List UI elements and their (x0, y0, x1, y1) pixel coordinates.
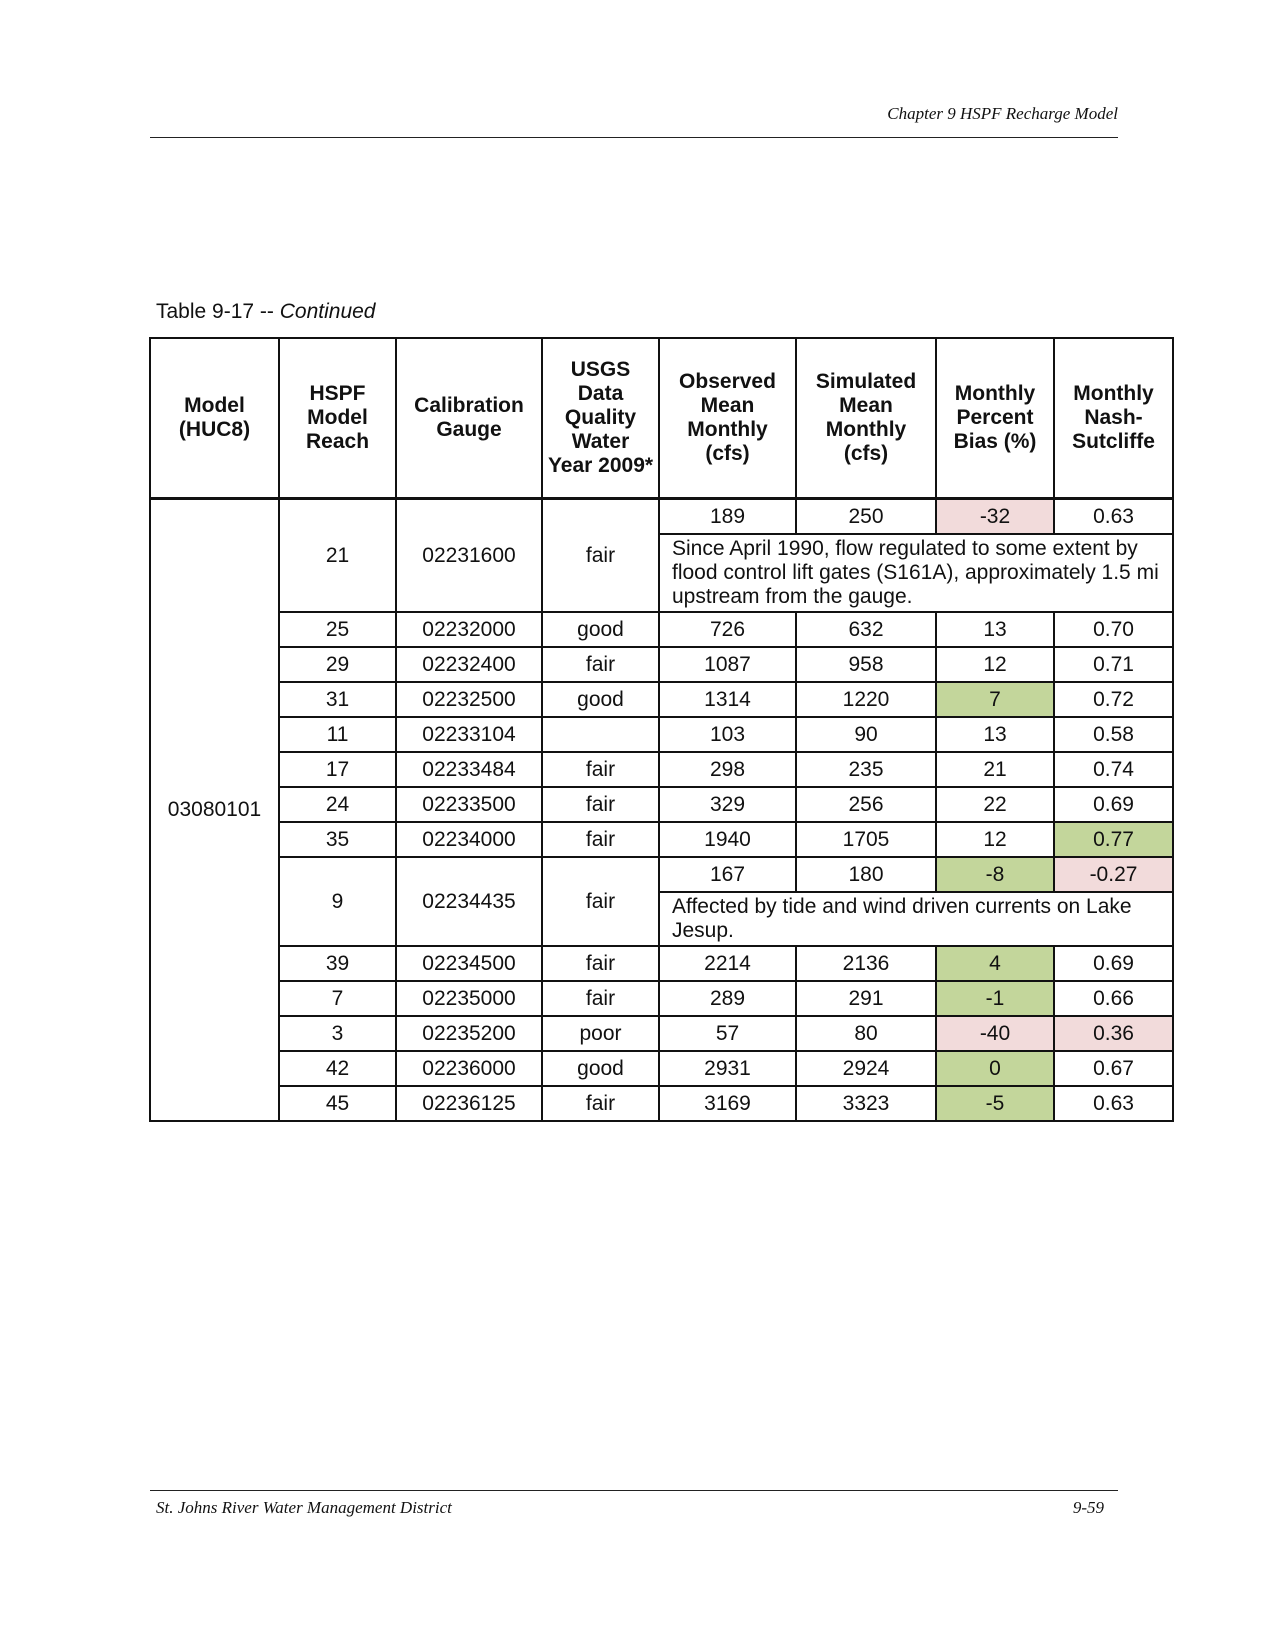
table-row (150, 857, 1173, 892)
table-row (150, 752, 1173, 787)
quality-cell: fair (542, 946, 659, 981)
nash-cell: 0.63 (1054, 1086, 1173, 1121)
bias-cell: 13 (936, 717, 1054, 752)
simulated-cell: 632 (796, 612, 936, 647)
observed-cell: 57 (659, 1016, 796, 1051)
table-row (150, 981, 1173, 1016)
observed-cell: 103 (659, 717, 796, 752)
observed-cell: 1940 (659, 822, 796, 857)
simulated-cell: 180 (796, 857, 936, 892)
table-row (150, 717, 1173, 752)
gauge-cell: 02234500 (396, 946, 542, 981)
gauge-cell: 02234000 (396, 822, 542, 857)
reach-cell: 7 (279, 981, 396, 1016)
observed-cell: 726 (659, 612, 796, 647)
nash-cell: 0.36 (1054, 1016, 1173, 1051)
gauge-cell: 02233484 (396, 752, 542, 787)
col-header-model: Model (HUC8) (150, 338, 279, 499)
nash-cell: 0.58 (1054, 717, 1173, 752)
nash-cell: -0.27 (1054, 857, 1173, 892)
simulated-cell: 958 (796, 647, 936, 682)
reach-cell: 3 (279, 1016, 396, 1051)
observed-cell: 298 (659, 752, 796, 787)
col-header-gauge: Calibration Gauge (396, 338, 542, 499)
reach-cell: 42 (279, 1051, 396, 1086)
header-rule (150, 137, 1118, 138)
gauge-cell: 02235000 (396, 981, 542, 1016)
quality-cell: good (542, 682, 659, 717)
bias-cell: 13 (936, 612, 1054, 647)
bias-cell: -5 (936, 1086, 1054, 1121)
bias-cell: -8 (936, 857, 1054, 892)
nash-cell: 0.69 (1054, 946, 1173, 981)
simulated-cell: 1705 (796, 822, 936, 857)
gauge-cell: 02234435 (396, 857, 542, 946)
page-header-chapter: Chapter 9 HSPF Recharge Model (887, 104, 1118, 123)
quality-cell: fair (542, 647, 659, 682)
footer-rule (150, 1490, 1118, 1491)
quality-cell: fair (542, 981, 659, 1016)
simulated-cell: 2924 (796, 1051, 936, 1086)
observed-cell: 289 (659, 981, 796, 1016)
col-header-bias: Monthly Percent Bias (%) (936, 338, 1054, 499)
observed-cell: 2214 (659, 946, 796, 981)
bias-cell: -32 (936, 499, 1054, 535)
reach-cell: 21 (279, 499, 396, 613)
simulated-cell: 80 (796, 1016, 936, 1051)
observed-cell: 3169 (659, 1086, 796, 1121)
nash-cell: 0.66 (1054, 981, 1173, 1016)
table-row (150, 822, 1173, 857)
col-header-reach: HSPF Model Reach (279, 338, 396, 499)
bias-cell: 0 (936, 1051, 1054, 1086)
footer-page-number: 9-59 (1072, 1498, 1104, 1517)
reach-cell: 24 (279, 787, 396, 822)
table-row (150, 499, 1173, 535)
quality-cell: poor (542, 1016, 659, 1051)
reach-cell: 17 (279, 752, 396, 787)
gauge-cell: 02235200 (396, 1016, 542, 1051)
simulated-cell: 291 (796, 981, 936, 1016)
gauge-cell: 02232000 (396, 612, 542, 647)
table-row (150, 647, 1173, 682)
simulated-cell: 2136 (796, 946, 936, 981)
table-row (150, 1051, 1173, 1086)
table-caption-label: Table 9-17 -- (156, 300, 280, 323)
observed-cell: 189 (659, 499, 796, 535)
reach-cell: 31 (279, 682, 396, 717)
quality-cell: fair (542, 499, 659, 613)
gauge-cell: 02236125 (396, 1086, 542, 1121)
nash-cell: 0.70 (1054, 612, 1173, 647)
quality-cell: good (542, 1051, 659, 1086)
observed-cell: 1087 (659, 647, 796, 682)
nash-cell: 0.71 (1054, 647, 1173, 682)
table-caption (156, 300, 375, 324)
table-header-row (150, 338, 1173, 499)
nash-cell: 0.63 (1054, 499, 1173, 535)
gauge-cell: 02236000 (396, 1051, 542, 1086)
reach-cell: 35 (279, 822, 396, 857)
simulated-cell: 256 (796, 787, 936, 822)
col-header-quality: USGS Data Quality Water Year 2009* (542, 338, 659, 499)
table-row (150, 612, 1173, 647)
col-header-nash: Monthly Nash-Sutcliffe (1054, 338, 1173, 499)
table-row (150, 946, 1173, 981)
table-row (150, 1016, 1173, 1051)
bias-cell: 12 (936, 822, 1054, 857)
bias-cell: -1 (936, 981, 1054, 1016)
footer-org: St. Johns River Water Management District (156, 1498, 452, 1517)
bias-cell: 12 (936, 647, 1054, 682)
bias-cell: 21 (936, 752, 1054, 787)
nash-cell: 0.69 (1054, 787, 1173, 822)
bias-cell: 7 (936, 682, 1054, 717)
simulated-cell: 1220 (796, 682, 936, 717)
nash-cell: 0.74 (1054, 752, 1173, 787)
simulated-cell: 250 (796, 499, 936, 535)
quality-cell: good (542, 612, 659, 647)
quality-cell: fair (542, 752, 659, 787)
gauge-cell: 02233104 (396, 717, 542, 752)
huc-cell: 03080101 (150, 499, 279, 1122)
observed-cell: 167 (659, 857, 796, 892)
col-header-simulated: Simulated Mean Monthly (cfs) (796, 338, 936, 499)
simulated-cell: 3323 (796, 1086, 936, 1121)
nash-cell: 0.77 (1054, 822, 1173, 857)
observed-cell: 1314 (659, 682, 796, 717)
gauge-cell: 02232400 (396, 647, 542, 682)
note-cell: Since April 1990, flow regulated to some extent by flood control lift gates (S161A), approximately 1.5 mi upstream from the gauge. (659, 534, 1173, 612)
bias-cell: -40 (936, 1016, 1054, 1051)
observed-cell: 2931 (659, 1051, 796, 1086)
gauge-cell: 02232500 (396, 682, 542, 717)
simulated-cell: 235 (796, 752, 936, 787)
quality-cell: fair (542, 787, 659, 822)
table-row (150, 787, 1173, 822)
reach-cell: 25 (279, 612, 396, 647)
calibration-table (149, 337, 1174, 1122)
reach-cell: 39 (279, 946, 396, 981)
col-header-observed: Observed Mean Monthly (cfs) (659, 338, 796, 499)
observed-cell: 329 (659, 787, 796, 822)
reach-cell: 45 (279, 1086, 396, 1121)
nash-cell: 0.67 (1054, 1051, 1173, 1086)
reach-cell: 11 (279, 717, 396, 752)
reach-cell: 29 (279, 647, 396, 682)
gauge-cell: 02231600 (396, 499, 542, 613)
quality-cell (542, 717, 659, 752)
gauge-cell: 02233500 (396, 787, 542, 822)
simulated-cell: 90 (796, 717, 936, 752)
bias-cell: 22 (936, 787, 1054, 822)
quality-cell: fair (542, 1086, 659, 1121)
table-caption-continued: Continued (279, 300, 376, 323)
table-row (150, 682, 1173, 717)
note-cell: Affected by tide and wind driven currents on Lake Jesup. (659, 892, 1173, 946)
nash-cell: 0.72 (1054, 682, 1173, 717)
bias-cell: 4 (936, 946, 1054, 981)
quality-cell: fair (542, 857, 659, 946)
reach-cell: 9 (279, 857, 396, 946)
table-row (150, 1086, 1173, 1121)
quality-cell: fair (542, 822, 659, 857)
table-body (150, 499, 1173, 1122)
